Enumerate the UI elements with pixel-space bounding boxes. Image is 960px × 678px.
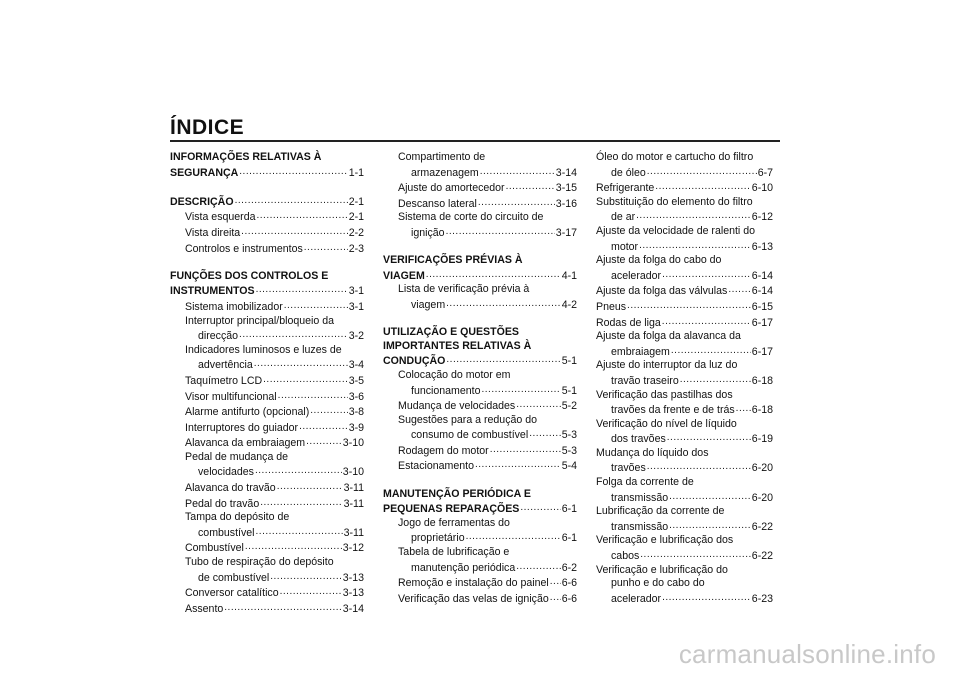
dot-leader xyxy=(490,443,561,457)
toc-entry-label: Interruptores do guiador xyxy=(185,421,299,434)
toc-section-label: VIAGEM xyxy=(383,269,425,282)
dot-leader xyxy=(239,328,348,342)
page-number: 3-5 xyxy=(348,374,364,387)
page-number: 6-2 xyxy=(561,561,577,574)
page-number: 3-13 xyxy=(342,571,364,584)
toc-section-label: CONDUÇÃO xyxy=(383,355,446,368)
toc-entry[interactable] xyxy=(596,460,773,476)
toc-entry[interactable] xyxy=(170,225,364,241)
toc-entry[interactable] xyxy=(383,165,577,181)
toc-entry-label: Pneus xyxy=(596,300,627,313)
toc-entry[interactable] xyxy=(170,209,364,225)
dot-leader xyxy=(255,464,342,478)
toc-entry-label: Assento xyxy=(185,602,224,615)
toc-entry[interactable] xyxy=(170,328,364,344)
toc-entry[interactable] xyxy=(170,373,364,389)
toc-entry[interactable] xyxy=(596,209,773,225)
toc-entry[interactable] xyxy=(383,443,577,459)
toc-entry[interactable] xyxy=(170,299,364,315)
dot-leader xyxy=(310,404,347,418)
spacer xyxy=(383,313,577,327)
toc-entry[interactable] xyxy=(596,180,773,196)
toc-entry-label: acelerador xyxy=(611,269,662,282)
page-number: 5-1 xyxy=(561,355,577,368)
toc-entry-label: Compartimento de xyxy=(398,151,486,163)
dot-leader xyxy=(680,373,751,387)
toc-entry[interactable] xyxy=(383,196,577,212)
toc-entry-label: Ajuste da velocidade de ralenti do xyxy=(596,224,756,237)
toc-entry-label: Vista esquerda xyxy=(185,211,256,224)
page-number: 6-6 xyxy=(561,592,577,605)
dot-leader xyxy=(655,180,751,194)
toc-entry-label: Verificação e lubrificação do xyxy=(596,563,728,576)
toc-entry-label: Ajuste do interruptor da luz do xyxy=(596,359,738,372)
toc-section-entry[interactable] xyxy=(383,268,577,284)
dot-leader xyxy=(426,268,561,282)
dot-leader xyxy=(270,570,342,584)
dot-leader xyxy=(260,496,342,510)
page-number: 3-4 xyxy=(348,359,364,372)
page-number: 2-3 xyxy=(348,242,364,255)
toc-entry[interactable] xyxy=(170,435,364,451)
toc-section-entry[interactable] xyxy=(383,501,577,517)
toc-entry-label: Rodagem do motor xyxy=(398,444,489,457)
toc-entry-label: Sistema imobilizador xyxy=(185,300,283,313)
toc-section-entry[interactable] xyxy=(170,283,364,299)
dot-leader xyxy=(224,601,342,615)
toc-entry-label: viagem xyxy=(411,298,446,311)
dot-leader xyxy=(466,530,561,544)
spacer xyxy=(170,180,364,194)
page-number: 5-4 xyxy=(561,460,577,473)
toc-column-1 xyxy=(170,151,364,616)
toc-entry[interactable] xyxy=(383,560,577,576)
toc-entry[interactable] xyxy=(170,241,364,257)
toc-entry-label: cabos xyxy=(611,550,640,563)
dot-leader xyxy=(647,460,751,474)
toc-entry-label: Taquímetro LCD xyxy=(185,374,263,387)
toc-entry-label: Ajuste da folga da alavanca da xyxy=(596,330,741,343)
toc-entry[interactable] xyxy=(383,530,577,546)
toc-entry-label: Tampa do depósito de xyxy=(185,511,290,524)
toc-entry-label: Mudança do líquido dos xyxy=(596,446,709,459)
page-number: 3-13 xyxy=(342,587,364,600)
toc-entry-label: Verificação das pastilhas dos xyxy=(596,388,733,401)
dot-leader xyxy=(299,420,348,434)
toc-entry-label: Descanso lateral xyxy=(398,197,477,210)
page-number: 6-18 xyxy=(751,374,773,387)
toc-entry[interactable] xyxy=(383,575,577,591)
dot-leader xyxy=(662,268,751,282)
dot-leader xyxy=(669,519,751,533)
toc-entry-label: Rodas de liga xyxy=(596,316,661,329)
dot-leader xyxy=(235,194,348,208)
page-number: 3-11 xyxy=(343,526,364,539)
toc-entry[interactable] xyxy=(383,591,577,607)
toc-entry[interactable] xyxy=(596,490,773,506)
toc-entry[interactable] xyxy=(596,344,773,360)
page-number: 3-11 xyxy=(343,497,364,510)
toc-entry[interactable] xyxy=(596,239,773,255)
toc-entry-label: Óleo do motor e cartucho do filtro xyxy=(596,151,754,163)
dot-leader xyxy=(278,389,348,403)
toc-entry-label: Mudança de velocidades xyxy=(398,400,516,413)
spacer xyxy=(170,256,364,270)
toc-entry-label: advertência xyxy=(198,359,253,372)
toc-entry-label: motor xyxy=(611,240,639,253)
toc-entry-label: Lista de verificação prévia à xyxy=(398,283,530,296)
page-number: 5-3 xyxy=(561,429,577,442)
toc-entry[interactable] xyxy=(383,225,577,241)
dot-leader xyxy=(647,165,757,179)
toc-entry-label: acelerador xyxy=(611,592,662,605)
toc-section-entry[interactable] xyxy=(170,194,364,210)
toc-column-2 xyxy=(383,151,577,606)
toc-entry[interactable] xyxy=(596,591,773,607)
toc-entry[interactable] xyxy=(383,180,577,196)
page-number: 3-12 xyxy=(342,542,364,555)
toc-entry[interactable] xyxy=(596,315,773,331)
page-number: 6-1 xyxy=(561,503,577,516)
spacer xyxy=(383,241,577,255)
toc-section-entry[interactable] xyxy=(170,165,364,181)
toc-section-heading: VERIFICAÇÕES PRÉVIAS À xyxy=(383,254,523,267)
page-number: 6-14 xyxy=(751,285,773,298)
dot-leader xyxy=(736,402,751,416)
page-number: 6-17 xyxy=(751,345,773,358)
toc-entry-label: Substituição do elemento do filtro xyxy=(596,195,753,208)
page-number: 3-17 xyxy=(555,226,577,239)
dot-leader xyxy=(245,540,342,554)
page-number: 6-15 xyxy=(751,300,773,313)
toc-entry-label: Sistema de corte do circuito de xyxy=(398,211,544,224)
toc-entry-label: armazenagem xyxy=(411,166,479,179)
dot-leader xyxy=(662,591,751,605)
page-number: 6-14 xyxy=(751,269,773,282)
dot-leader xyxy=(256,283,348,297)
dot-leader xyxy=(480,165,555,179)
title-divider xyxy=(170,140,780,142)
toc-entry[interactable] xyxy=(596,299,773,315)
spacer xyxy=(383,474,577,488)
dot-leader xyxy=(304,241,348,255)
page-number: 3-1 xyxy=(348,300,364,313)
page-number: 6-6 xyxy=(561,577,577,590)
page-number: 3-9 xyxy=(348,421,364,434)
toc-entry-label: Ajuste do amortecedor xyxy=(398,182,505,195)
toc-entry[interactable] xyxy=(170,601,364,617)
toc-entry[interactable] xyxy=(596,519,773,535)
page-number: 3-10 xyxy=(342,466,364,479)
page-number: 3-6 xyxy=(348,390,364,403)
page-number: 2-2 xyxy=(348,226,364,239)
dot-leader xyxy=(728,283,750,297)
toc-entry-label: de combustível xyxy=(198,571,270,584)
dot-leader xyxy=(636,209,751,223)
toc-entry-label: de ar xyxy=(611,211,636,224)
toc-entry-label: direcção xyxy=(198,330,239,343)
toc-entry-label: punho e do cabo do xyxy=(611,577,705,590)
toc-entry-label: travões da frente e de trás xyxy=(611,404,735,417)
toc-entry-label: funcionamento xyxy=(411,384,481,397)
toc-entry-label: de óleo xyxy=(611,166,646,179)
dot-leader xyxy=(254,357,348,371)
dot-leader xyxy=(306,435,342,449)
page-number: 6-7 xyxy=(757,166,773,179)
page-number: 2-1 xyxy=(348,195,364,208)
page-number: 2-1 xyxy=(348,211,364,224)
toc-entry-label: manutenção periódica xyxy=(411,561,516,574)
page-number: 1-1 xyxy=(348,166,364,179)
page-number: 6-12 xyxy=(751,211,773,224)
page-number: 6-23 xyxy=(751,592,773,605)
toc-entry[interactable] xyxy=(596,165,773,181)
page-number: 6-18 xyxy=(751,404,773,417)
toc-entry[interactable] xyxy=(383,383,577,399)
toc-entry[interactable] xyxy=(596,373,773,389)
page-number: 6-20 xyxy=(751,491,773,504)
dot-leader xyxy=(640,548,751,562)
dot-leader xyxy=(475,458,561,472)
dot-leader xyxy=(239,165,347,179)
page-number: 4-2 xyxy=(561,298,577,311)
toc-entry-label: Combustível xyxy=(185,542,244,555)
page-number: 6-17 xyxy=(751,316,773,329)
dot-leader xyxy=(667,431,751,445)
page-number: 3-8 xyxy=(348,406,364,419)
dot-leader xyxy=(241,225,348,239)
dot-leader xyxy=(280,585,342,599)
page-number: 3-1 xyxy=(348,285,364,298)
toc-entry-label: Pedal de mudança de xyxy=(185,450,289,463)
toc-entry[interactable] xyxy=(383,297,577,313)
toc-entry-label: travão traseiro xyxy=(611,374,679,387)
toc-entry[interactable] xyxy=(170,464,364,480)
dot-leader xyxy=(529,427,561,441)
dot-leader xyxy=(516,398,560,412)
page-number: 4-1 xyxy=(561,269,577,282)
toc-entry-label: Refrigerante xyxy=(596,182,655,195)
toc-entry[interactable] xyxy=(170,389,364,405)
toc-entry-label: consumo de combustível xyxy=(411,429,529,442)
page-number: 6-20 xyxy=(751,462,773,475)
dot-leader xyxy=(482,383,561,397)
toc-entry-label: combustível xyxy=(198,526,255,539)
toc-entry[interactable] xyxy=(170,420,364,436)
toc-entry-label: Alavanca do travão xyxy=(185,482,276,495)
dot-leader xyxy=(256,209,347,223)
dot-leader xyxy=(520,501,560,515)
toc-entry[interactable] xyxy=(383,398,577,414)
dot-leader xyxy=(446,353,560,367)
toc-entry-label: Visor multifuncional xyxy=(185,390,277,403)
dot-leader xyxy=(506,180,555,194)
toc-entry-label: Verificação e lubrificação dos xyxy=(596,534,734,547)
toc-entry-label: Alarme antifurto (opcional) xyxy=(185,406,310,419)
page-number: 6-22 xyxy=(751,550,773,563)
toc-entry-label: embraiagem xyxy=(611,345,670,358)
dot-leader xyxy=(263,373,348,387)
page-number: 3-15 xyxy=(555,182,577,195)
toc-section-heading: UTILIZAÇÃO E QUESTÕES xyxy=(383,326,519,339)
toc-entry-label: Remoção e instalação do painel xyxy=(398,577,549,590)
dot-leader xyxy=(516,560,560,574)
toc-entry-label: Estacionamento xyxy=(398,460,474,473)
page-number: 6-10 xyxy=(751,182,773,195)
toc-section-heading: IMPORTANTES RELATIVAS À xyxy=(383,339,532,352)
toc-entry-label: Verificação do nível de líquido xyxy=(596,417,737,430)
toc-entry[interactable] xyxy=(170,480,364,496)
toc-section-label: DESCRIÇÃO xyxy=(170,195,234,208)
toc-entry-label: Sugestões para a redução do xyxy=(398,413,537,426)
page-number: 3-2 xyxy=(348,330,364,343)
toc-entry-label: dos travões xyxy=(611,433,666,446)
dot-leader xyxy=(550,575,561,589)
toc-entry-label: proprietário xyxy=(411,532,465,545)
toc-entry-label: Jogo de ferramentas do xyxy=(398,516,510,529)
toc-entry[interactable] xyxy=(170,540,364,556)
toc-entry[interactable] xyxy=(596,431,773,447)
toc-entry[interactable] xyxy=(596,268,773,284)
dot-leader xyxy=(669,490,751,504)
toc-entry[interactable] xyxy=(170,496,364,512)
toc-entry-label: Vista direita xyxy=(185,226,241,239)
toc-entry[interactable] xyxy=(170,570,364,586)
toc-column-3 xyxy=(596,151,773,606)
toc-entry-label: Conversor catalítico xyxy=(185,587,279,600)
page-number: 6-1 xyxy=(561,532,577,545)
toc-entry-label: Verificação das velas de ignição xyxy=(398,592,549,605)
dot-leader xyxy=(550,591,561,605)
toc-entry-label: Alavanca da embraiagem xyxy=(185,437,306,450)
toc-entry-label: Pedal do travão xyxy=(185,497,260,510)
toc-entry-label: Indicadores luminosos e luzes de xyxy=(185,343,342,356)
toc-entry[interactable] xyxy=(596,402,773,418)
page-number: 3-10 xyxy=(342,437,364,450)
page-number: 3-11 xyxy=(343,482,364,495)
toc-entry[interactable] xyxy=(596,283,773,299)
dot-leader xyxy=(277,480,343,494)
watermark: carmanualsonline.info xyxy=(678,639,936,669)
toc-entry-label: Lubrificação da corrente de xyxy=(596,505,725,518)
dot-leader xyxy=(662,315,751,329)
toc-entry[interactable] xyxy=(383,458,577,474)
page-number: 5-2 xyxy=(561,400,577,413)
toc-entry[interactable] xyxy=(383,427,577,443)
toc-entry-label: Ajuste da folga das válvulas xyxy=(596,285,728,298)
toc-entry-label: transmissão xyxy=(611,491,669,504)
dot-leader xyxy=(446,297,561,311)
dot-leader xyxy=(284,299,348,313)
toc-entry-label: travões xyxy=(611,462,646,475)
toc-entry-label: transmissão xyxy=(611,520,669,533)
toc-entry-label: ignição xyxy=(411,226,445,239)
dot-leader xyxy=(671,344,751,358)
dot-leader xyxy=(478,196,555,210)
toc-section-heading: INFORMAÇÕES RELATIVAS À xyxy=(170,151,322,163)
toc-entry-label: Tubo de respiração do depósito xyxy=(185,556,334,569)
page-number: 3-14 xyxy=(342,602,364,615)
toc-entry-label: Colocação do motor em xyxy=(398,368,511,381)
toc-entry[interactable] xyxy=(596,548,773,564)
toc-entry-label: Interruptor principal/bloqueio da xyxy=(185,314,334,327)
toc-section-label: PEQUENAS REPARAÇÕES xyxy=(383,503,520,516)
dot-leader xyxy=(446,225,555,239)
page-number: 6-13 xyxy=(751,240,773,253)
toc-section-label: INSTRUMENTOS xyxy=(170,285,255,298)
dot-leader xyxy=(627,299,751,313)
toc-entry[interactable] xyxy=(170,585,364,601)
page-number: 5-1 xyxy=(561,384,577,397)
toc-section-label: SEGURANÇA xyxy=(170,166,239,179)
toc-entry-label: Tabela de lubrificação e xyxy=(398,546,510,559)
dot-leader xyxy=(639,239,751,253)
toc-section-heading: FUNÇÕES DOS CONTROLOS E xyxy=(170,269,329,282)
toc-entry-label: Folga da corrente de xyxy=(596,476,694,489)
page-number: 6-22 xyxy=(751,520,773,533)
dot-leader xyxy=(256,525,343,539)
page-number: 6-19 xyxy=(751,433,773,446)
toc-entry-label: Controlos e instrumentos xyxy=(185,242,303,255)
toc-entry-label: Ajuste da folga do cabo do xyxy=(596,254,722,267)
toc-entry[interactable] xyxy=(170,525,364,541)
page-number: 5-3 xyxy=(561,444,577,457)
page-number: 3-16 xyxy=(555,197,577,210)
page-title: ÍNDICE xyxy=(170,116,245,139)
toc-section-heading: MANUTENÇÃO PERIÓDICA E xyxy=(383,487,531,500)
toc-entry-label: velocidades xyxy=(198,466,254,479)
toc-section-entry[interactable] xyxy=(383,353,577,369)
page-number: 3-14 xyxy=(555,166,577,179)
toc-entry[interactable] xyxy=(170,357,364,373)
toc-entry[interactable] xyxy=(170,404,364,420)
